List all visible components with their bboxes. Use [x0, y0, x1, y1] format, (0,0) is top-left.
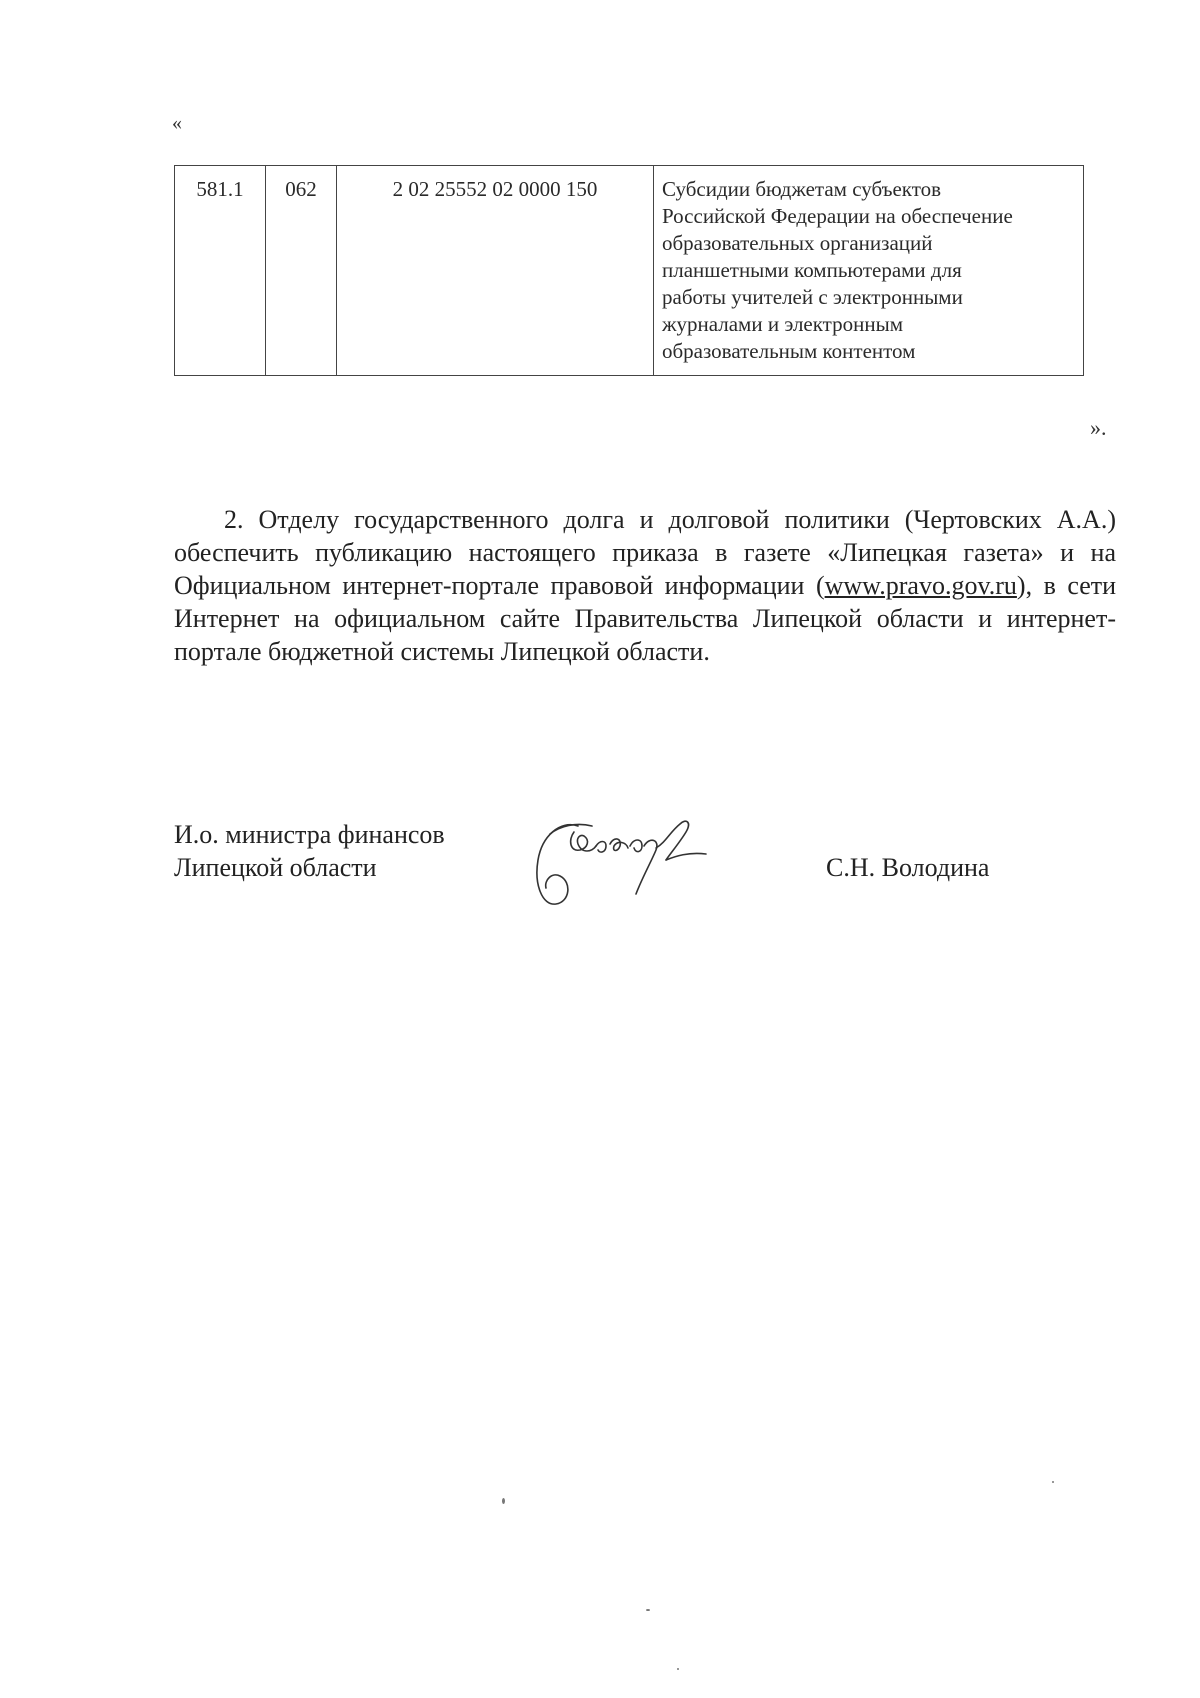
- admin-code-cell: 062: [266, 166, 337, 376]
- budget-code-table: [174, 165, 1084, 376]
- scan-speck: [677, 1668, 679, 1670]
- row-number-cell: 581.1: [175, 166, 266, 376]
- signatory-title-line: Липецкой области: [174, 853, 377, 882]
- signatory-title-line: И.о. министра финансов: [174, 820, 445, 849]
- description-line: образовательных организаций: [662, 231, 933, 255]
- scan-speck: [646, 1609, 650, 1611]
- signatory-title: [174, 818, 445, 884]
- opening-quote-mark: «: [172, 112, 182, 134]
- signatory-name: С.Н. Володина: [826, 853, 990, 882]
- description-line: журналами и электронным: [662, 312, 903, 336]
- description-line: образовательным контентом: [662, 339, 916, 363]
- budget-code-cell: 2 02 25552 02 0000 150: [337, 166, 654, 376]
- closing-quote-mark: ».: [1090, 415, 1107, 440]
- scan-speck: [1052, 1481, 1054, 1483]
- publication-paragraph: [174, 503, 1116, 668]
- paragraph-text-end: ), в сети Интернет на официальном сайте Правительства Липецкой области и интернет-портале бюджетной системы Липецкой области.: [174, 571, 1117, 666]
- paragraph-text-start: 2. Отделу государственного долга и долговой политики (Чертовских А.А.) обеспечить публикацию настоящего приказа в газете «Липецкая газета» и на Официальном интернет-портале правовой информации (: [174, 505, 1116, 600]
- description-line: работы учителей с электронными: [662, 285, 963, 309]
- description-line: планшетными компьютерами для: [662, 258, 962, 282]
- pravo-link[interactable]: www.pravo.gov.ru: [824, 571, 1017, 600]
- scan-speck: [502, 1498, 505, 1504]
- table-row: [175, 166, 1084, 376]
- description-line: Российской Федерации на обеспечение: [662, 204, 1013, 228]
- description-line: Субсидии бюджетам субъектов: [662, 177, 942, 201]
- handwritten-signature: [530, 812, 770, 912]
- description-cell: [654, 166, 1084, 376]
